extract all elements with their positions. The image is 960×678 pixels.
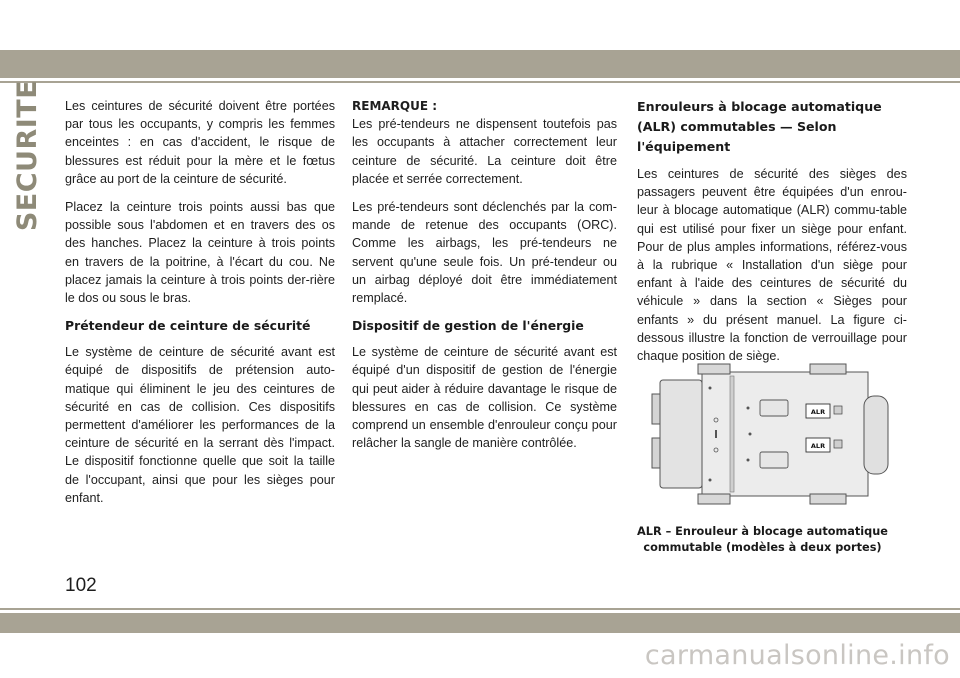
paragraph: Les ceintures de sécurité des sièges des passagers peuvent être équipées d'un enrou-leur à blocage automatique (ALR) commu-table qui est utilisé pour fixer un siège pour enfant. Pour de plus amples informations, référez-vous à la rubrique « Installation d'un siège pour enfant à l'aide des ceintures de sécurité du véhicule » dans la section « Sièges pour enfants » du présent manuel. La figure ci-dessous illustre la fonction de verrouillage pour chaque position de siège. bbox=[637, 167, 907, 364]
footer-divider bbox=[0, 608, 960, 610]
vehicle-illustration bbox=[650, 360, 890, 510]
alr-label: ALR bbox=[810, 408, 826, 416]
header-band bbox=[0, 50, 960, 78]
section-heading: Enrouleurs à blocage automatique (ALR) commutables — Selon l'équipement bbox=[637, 99, 882, 154]
footer-band bbox=[0, 613, 960, 633]
section-heading: Prétendeur de ceinture de sécurité bbox=[65, 318, 311, 334]
paragraph: Le système de ceinture de sécurité avant est équipé d'un dispositif de gestion de l'énergie qui peut aider à réduire davantage le risque de blessures en cas de collision. Ce système comprend un ensemble d'enrouleur conçu pour relâcher la sangle de manière contrôlée. bbox=[352, 345, 617, 451]
header-divider bbox=[0, 81, 960, 83]
alr-label: ALR bbox=[810, 442, 826, 450]
section-tab bbox=[4, 79, 52, 231]
column-2 bbox=[352, 97, 617, 462]
paragraph: Le système de ceinture de sécurité avant est équipé de dispositifs de prétension auto-matique qui éliminent le jeu des ceintures de sécurité en cas de collision. Ces dispositifs permettent d'améliorer les performances de la ceinture de sécurité en la serrant dès l'impact. Le dispositif fonctionne quelle que soit la taille de l'occupant, ainsi que pour les sièges pour enfant. bbox=[65, 345, 335, 505]
paragraph: Les pré-tendeurs ne dispensent toutefois pas les occupants à attacher correctement leur ceinture de sécurité. La ceinture doit être placée et serrée correctement. bbox=[352, 117, 617, 186]
caption-line: ALR – Enrouleur à blocage automatique bbox=[637, 525, 888, 538]
paragraph: Les ceintures de sécurité doivent être portées par tous les occupants, y compris les femmes enceintes : en cas d'accident, le risque de blessures est réduit pour la mère et le fœtus grâce au port de la ceinture de sécurité. bbox=[65, 99, 335, 186]
note-title: REMARQUE : bbox=[352, 99, 438, 113]
column-3 bbox=[637, 97, 907, 375]
paragraph: Les pré-tendeurs sont déclenchés par la com-mande de retenue des occupants (ORC). Comme les airbags, les pré-tendeurs ne servent qu'une seule fois. Un pré-tendeur ou un airbag déployé doit être immédiatement remplacé. bbox=[352, 200, 617, 306]
caption-line: commutable (modèles à deux portes) bbox=[643, 540, 882, 554]
vehicle-top-view-figure bbox=[650, 360, 890, 510]
watermark: carmanualsonline.info bbox=[644, 640, 950, 671]
figure-caption bbox=[620, 524, 905, 555]
page-number: 102 bbox=[65, 575, 97, 596]
section-heading: Dispositif de gestion de l'énergie bbox=[352, 318, 584, 334]
section-tab-label: SECURITE bbox=[12, 79, 44, 231]
paragraph: Placez la ceinture trois points aussi bas que possible sous l'abdomen et en travers des os des hanches. Placez la ceinture à trois points en travers de la poitrine, à l'écart du cou. Ne placez jamais la ceinture à trois points der-rière le dos ou sous le bras. bbox=[65, 200, 335, 306]
column-1 bbox=[65, 97, 335, 517]
